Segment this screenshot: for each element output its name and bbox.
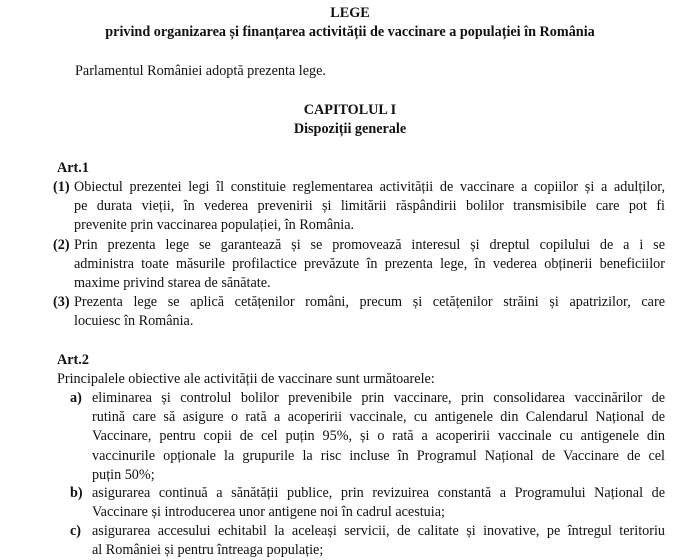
text-line: asigurarea accesului echitabil la aceleași servicii, de calitate și inovative, pe întregul teritoriu: [92, 523, 665, 539]
item-letter: a): [70, 390, 82, 406]
text-line: locuiesc în România.: [74, 313, 194, 330]
article-2-item-c: [92, 522, 665, 560]
article-1-paragraph-2: [74, 236, 665, 294]
item-letter: b): [70, 485, 83, 501]
article-1-heading: Art.1: [57, 160, 89, 176]
law-subtitle: privind organizarea și finanțarea activității de vaccinare a populației în România: [105, 24, 595, 40]
article-2-item-a: [92, 389, 665, 485]
text-line: asigurarea continuă a sănătății publice, prin revizuirea constantă a Programului Național de: [92, 485, 665, 501]
text-line: al României și pentru întreaga populație;: [92, 542, 324, 559]
text-line: puțin 50%;: [92, 466, 155, 483]
text-line: rutină care să asigure o rată a acoperirii vaccinale, cu antigenele din Calendarul Național de: [92, 409, 665, 426]
text-line: Prezenta lege se aplică cetățenilor români, precum și cetățenilor străini și apatrizilor, care: [74, 294, 665, 310]
text-line: Obiectul prezentei legi îl constituie reglementarea activității de vaccinare a copiilor și a adulților,: [74, 179, 665, 195]
intro-paragraph: Parlamentul României adoptă prezenta lege.: [75, 63, 326, 79]
article-2-item-b: [92, 484, 665, 522]
text-line: Prin prezenta lege se garantează și se promovează interesul și dreptul copilului de a i se: [74, 237, 665, 253]
text-line: pe durata vieții, în vederea prevenirii și limitării răspândirii bolilor transmisibile care pot fi: [74, 198, 665, 215]
text-line: vaccinurile opționale la grupurile la risc incluse în Programul Național de Vaccinare de cel: [92, 447, 665, 464]
text-line: Vaccinare și introducerea unor antigene noi în cadrul acestuia;: [92, 504, 445, 521]
text-line: prevenite prin vaccinarea populației, în România.: [74, 217, 355, 234]
text-line: eliminarea și controlul bolilor prevenibile prin vaccinare, prin consolidarea vaccinărilor de: [92, 390, 665, 406]
chapter-label: CAPITOLUL I: [303, 102, 397, 118]
chapter-name: Dispoziții generale: [293, 121, 407, 137]
text-line: Vaccinare, pentru copii de cel puțin 95%, și o rată a acoperirii vaccinale cu antigenele din: [92, 428, 665, 445]
article-2-intro: Principalele obiective ale activității de vaccinare sunt următoarele:: [57, 371, 435, 387]
article-1-paragraph-1: [74, 178, 665, 236]
text-line: administra toate măsurile profilactice prevăzute în prezenta lege, în vederea obținerii beneficiilor: [74, 256, 665, 273]
paragraph-number: (2): [53, 237, 70, 253]
paragraph-number: (1): [53, 179, 70, 195]
article-1-paragraph-3: [74, 293, 665, 331]
text-line: maxime privind starea de sănătate.: [74, 275, 271, 292]
item-letter: c): [70, 523, 82, 539]
law-title: LEGE: [330, 5, 370, 21]
article-2-heading: Art.2: [57, 352, 89, 368]
paragraph-number: (3): [53, 294, 70, 310]
